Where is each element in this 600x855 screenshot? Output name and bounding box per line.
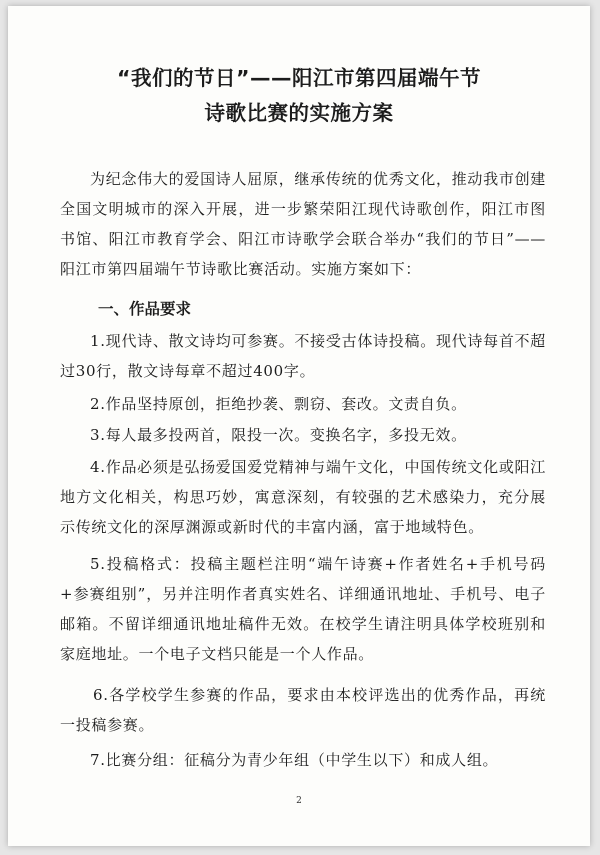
document-page: [8, 6, 590, 846]
requirement-item-6: 6.各学校学生参赛的作品，要求由本校评选出的优秀作品，再统一投稿参赛。: [60, 686, 546, 734]
requirement-item-5: 5.投稿格式：投稿主题栏注明“端午诗赛+作者姓名+手机号码+参赛组别”，另并注明作者真实姓名、详细通讯地址、手机号、电子邮箱。不留详细通讯地址稿件无效。在校学生请注明具体学校班别和家庭地址。一个电子文档只能是一个人作品。: [60, 555, 546, 663]
page-number: 2: [296, 796, 302, 806]
document-title-line-1: “我们的节日”——阳江市第四届端午节: [117, 66, 481, 90]
intro-paragraph: 为纪念伟大的爱国诗人屈原，继承传统的优秀文化，推动我市创建全国文明城市的深入开展，进一步繁荣阳江现代诗歌创作，阳江市图书馆、阳江市教育学会、阳江市诗歌学会联合举办“我们的节日”——阳江市第四届端午节诗歌比赛活动。实施方案如下：: [60, 170, 546, 278]
requirement-item-2: 2.作品坚持原创，拒绝抄袭、剽窃、套改。文责自负。: [90, 395, 467, 413]
requirement-item-3: 3.每人最多投两首，限投一次。变换名字，多投无效。: [90, 426, 467, 444]
document-title-line-2: 诗歌比赛的实施方案: [204, 101, 394, 125]
requirement-item-1: 1.现代诗、散文诗均可参赛。不接受古体诗投稿。现代诗每首不超过30行，散文诗每章不超过400字。: [60, 332, 546, 380]
requirement-item-4: 4.作品必须是弘扬爱国爱党精神与端午文化，中国传统文化或阳江地方文化相关，构思巧妙，寓意深刻，有较强的艺术感染力，充分展示传统文化的深厚渊源或新时代的丰富内涵，富于地域特色。: [60, 458, 546, 536]
section-heading: 一、作品要求: [98, 300, 192, 318]
requirement-item-7: 7.比赛分组：征稿分为青少年组（中学生以下）和成人组。: [90, 751, 499, 769]
